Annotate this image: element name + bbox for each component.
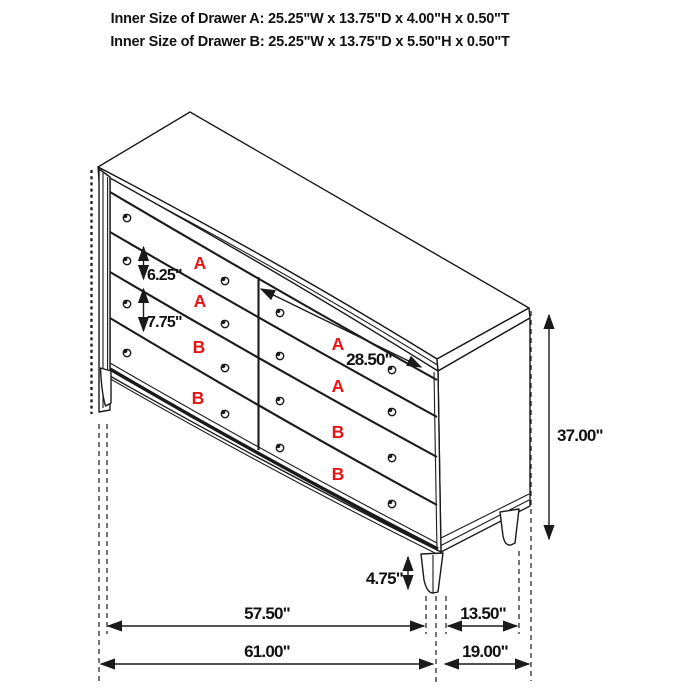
drawer-label-left-2: A [193,291,207,311]
knob [123,257,130,265]
inner-size-drawer-b-text: Inner Size of Drawer B: 25.25"W x 13.75"D x 5.50"H x 0.50"T [110,34,510,50]
dresser-drawing [92,112,531,593]
drawer-label-right-3: B [331,422,345,442]
drawer-label-left-3: B [192,337,206,357]
overall-width-label: 61.00" [244,642,290,661]
knob [388,500,396,508]
knob [276,352,284,360]
leg-back-right [500,509,519,545]
knob [221,364,229,372]
drawer-label-right-4: B [331,464,345,484]
overall-depth-label: 19.00" [462,642,508,661]
knob [123,300,130,308]
knob [123,349,130,357]
knob [221,410,229,418]
body-width-label: 57.50" [244,604,290,623]
knob [221,320,229,328]
knob [123,214,130,222]
inner-size-drawer-a-text: Inner Size of Drawer A: 25.25"W x 13.75"D x 4.00"H x 0.50"T [110,11,510,27]
knob [388,454,396,462]
knob [221,277,229,285]
top-depth-label: 13.50" [460,604,506,623]
drawer-label-right-2: A [331,376,345,396]
leg-front-right [421,553,443,593]
knob [276,397,284,405]
right-section-width-label: 28.50" [346,350,392,369]
overall-height-label: 37.00" [557,426,603,445]
leg-height-label: 4.75" [365,569,403,588]
knob [388,408,396,416]
knob [276,444,284,452]
knob [276,309,284,317]
drawer-label-right-1: A [331,334,345,354]
drawer-b-height-label: 7.75" [147,314,182,331]
drawer-label-left-4: B [191,388,205,408]
drawer-label-left-1: A [193,253,207,273]
drawer-a-height-label: 6.25" [147,267,182,284]
